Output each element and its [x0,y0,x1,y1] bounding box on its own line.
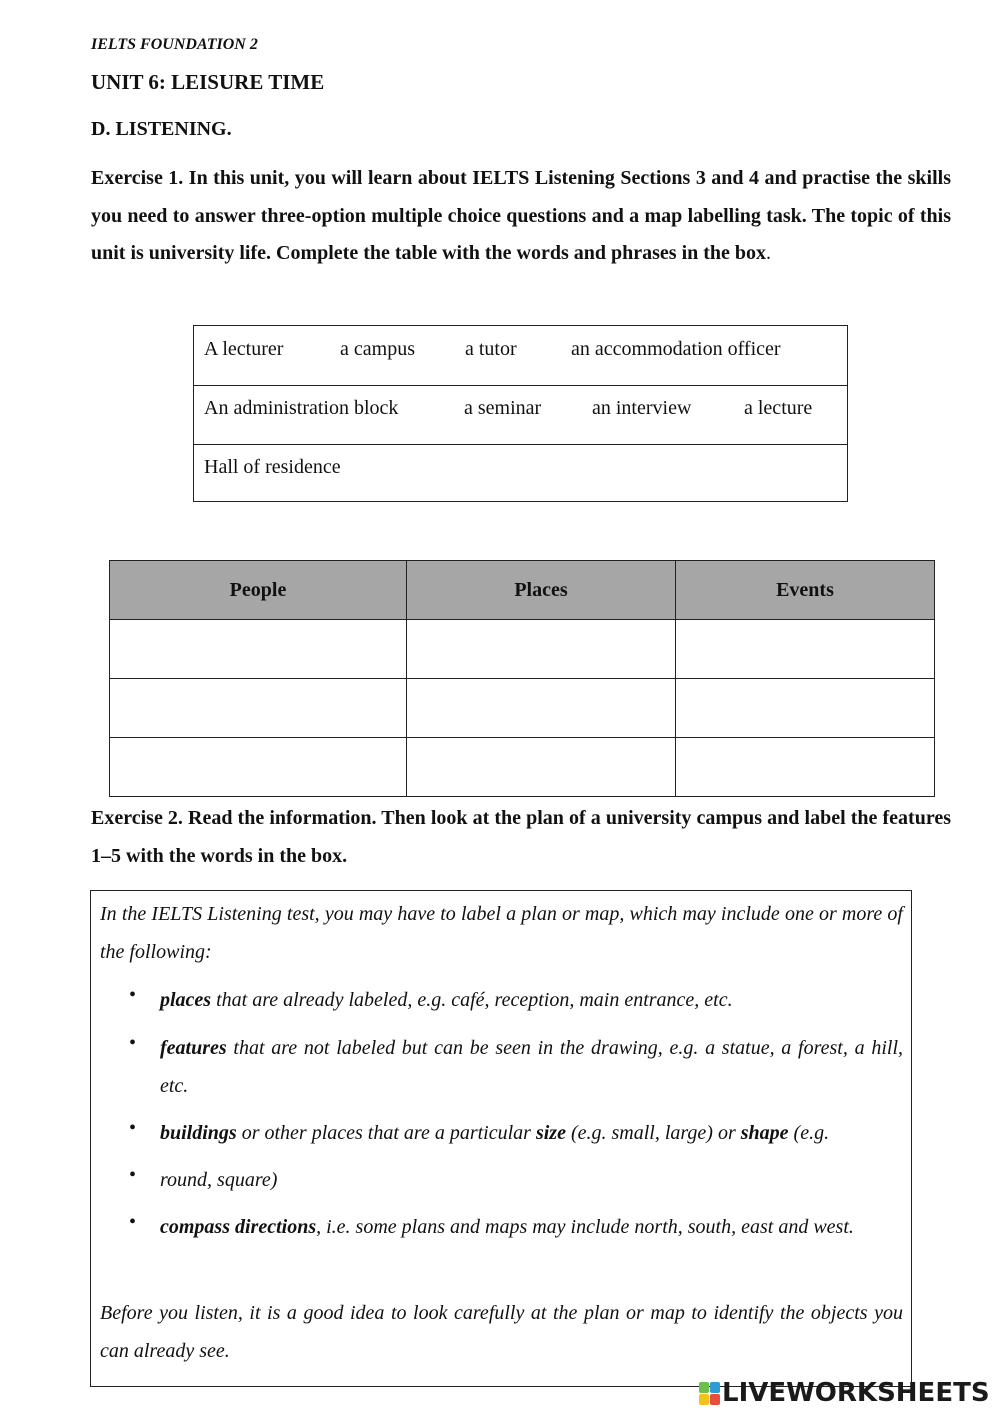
bullet-icon: • [129,1211,137,1233]
answer-cell[interactable] [110,620,407,679]
answer-cell[interactable] [110,679,407,738]
answer-cell[interactable] [407,620,676,679]
liveworksheets-logo [698,1378,993,1410]
logo-mark-icon [698,1381,722,1407]
answer-cell[interactable] [407,679,676,738]
bullet-icon: • [129,984,137,1006]
word-item: a lecture [744,397,813,419]
word-box-row [194,444,847,502]
word-box [193,325,848,502]
answer-cell[interactable] [676,620,935,679]
exercise-2-instruction: Exercise 2. Read the information. Then look at the plan of a university campus and label the features 1–5 with the words in the box. [91,807,951,867]
info-closing: Before you listen, it is a good idea to look carefully at the plan or map to identify the objects you can already see. [100,1302,903,1362]
answer-cell[interactable] [676,679,935,738]
word-item: An administration block [204,397,399,419]
word-item: a seminar [464,397,542,419]
bullet-item: buildings or other places that are a particular size (e.g. small, large) or shape (e.g. [160,1122,830,1144]
word-box-row [194,385,847,444]
table-header-row [110,561,935,620]
column-header-events: Events [676,561,935,620]
bullet-item: round, square) [160,1169,278,1191]
unit-title: UNIT 6: LEISURE TIME [91,70,325,94]
word-item: a tutor [465,338,517,360]
bullet-item: features that are not labeled but can be seen in the drawing, e.g. a statue, a forest, a hill, etc. [160,1037,903,1097]
bullet-item: compass directions, i.e. some plans and maps may include north, south, east and west. [160,1216,854,1238]
answer-cell[interactable] [110,738,407,797]
answer-cell[interactable] [676,738,935,797]
logo-text: LIVEWORKSHEETS [722,1378,990,1408]
table-row [110,679,935,738]
exercise-1-instruction: Exercise 1. In this unit, you will learn about IELTS Listening Sections 3 and 4 and practise the skills you need to answer three-option multiple choice questions and a map labelling task. The topic of this unit is university life. Complete the table with the words and phrases in the box. [91,167,951,264]
course-title: IELTS FOUNDATION 2 [91,36,258,53]
bullet-icon: • [129,1117,137,1139]
table-row [110,620,935,679]
column-header-people: People [110,561,407,620]
bullet-icon: • [129,1032,137,1054]
bullet-item: places that are already labeled, e.g. café, reception, main entrance, etc. [160,989,733,1011]
word-item: an interview [592,397,692,419]
info-box [90,890,912,1387]
word-box-row [194,326,847,385]
word-item: Hall of residence [204,456,341,478]
word-item: an accommodation officer [571,338,781,360]
bullet-icon: • [129,1164,137,1186]
answer-cell[interactable] [407,738,676,797]
word-item: a campus [340,338,415,360]
section-title: D. LISTENING. [91,118,232,140]
column-header-places: Places [407,561,676,620]
info-intro: In the IELTS Listening test, you may have to label a plan or map, which may include one or more of the following: [100,903,903,963]
word-item: A lecturer [204,338,284,360]
category-table [109,560,935,797]
table-row [110,738,935,797]
